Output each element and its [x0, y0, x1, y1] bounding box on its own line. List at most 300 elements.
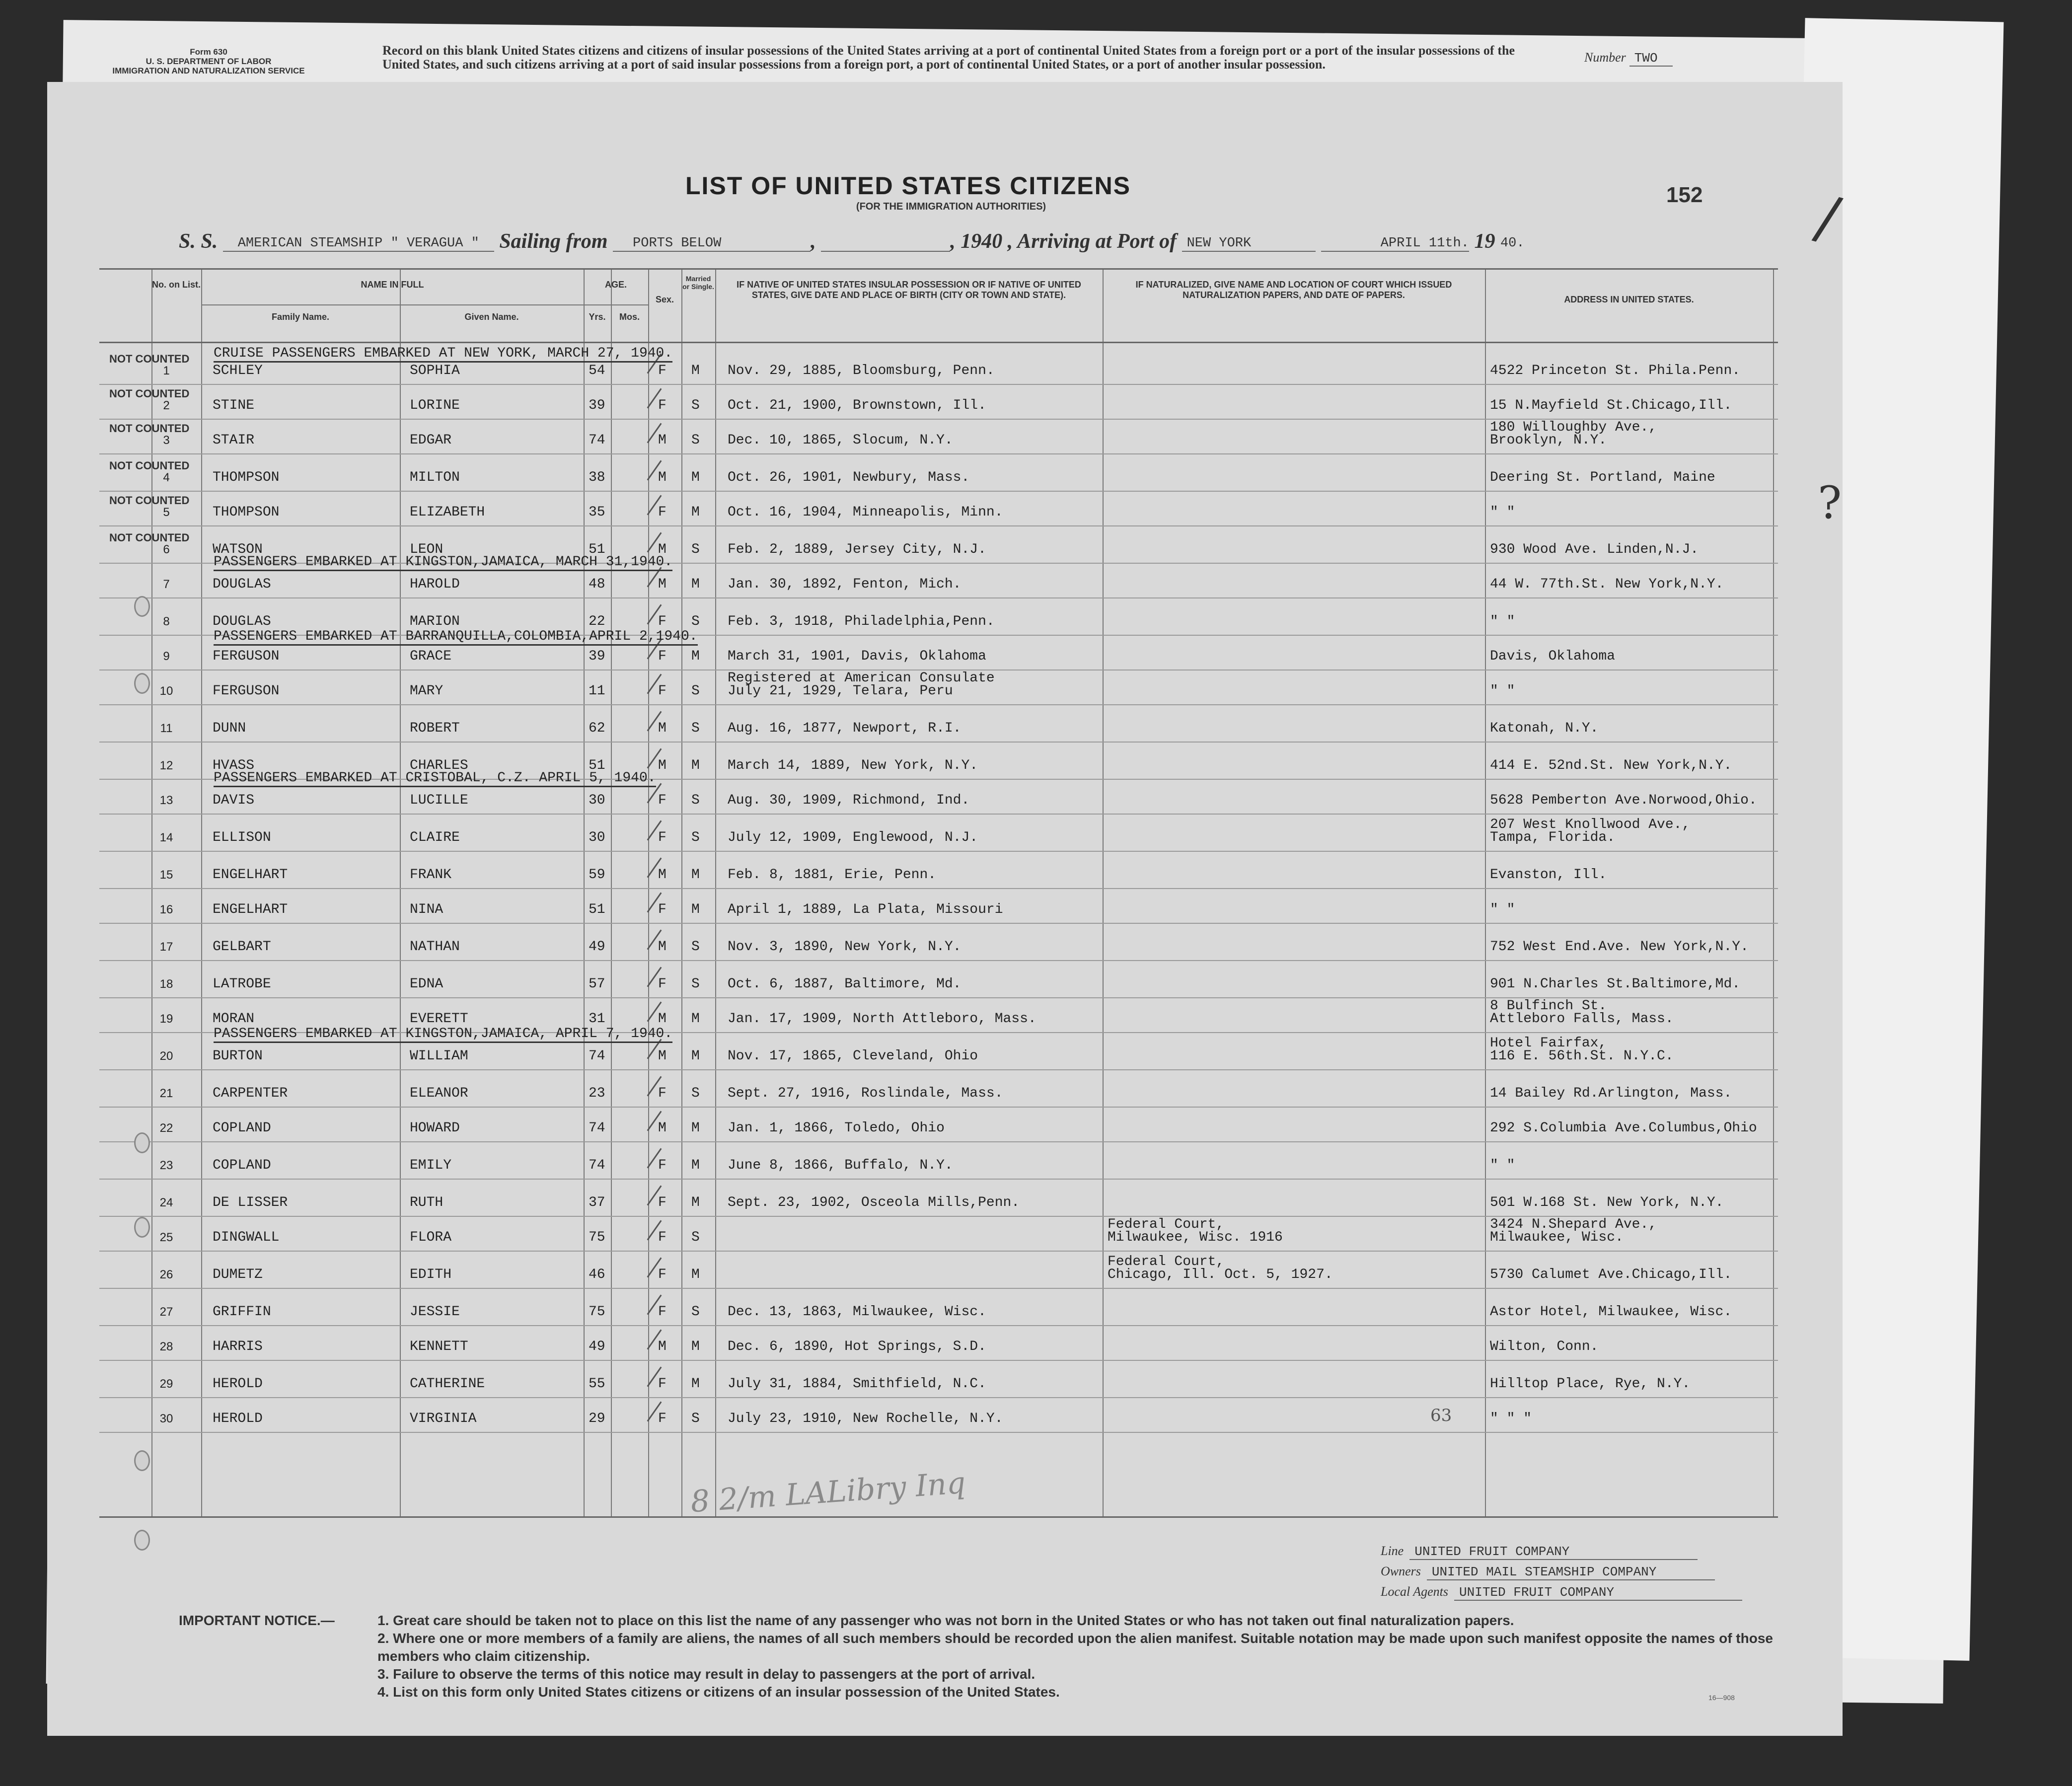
age-years: 55: [589, 1376, 605, 1392]
family-name: DOUGLAS: [213, 577, 271, 592]
family-name: FERGUSON: [213, 683, 280, 699]
family-name: FERGUSON: [213, 649, 280, 664]
line-number: 3: [163, 434, 170, 447]
sex: F: [658, 976, 666, 992]
age-years: 30: [589, 793, 605, 808]
owners-field: [1381, 1564, 1742, 1580]
section-heading: PASSENGERS EMBARKED AT KINGSTON,JAMAICA, APRIL 7, 1940.: [214, 1026, 672, 1043]
address: Hilltop Place, Rye, N.Y.: [1490, 1376, 1691, 1392]
ss-label: S. S.: [179, 230, 218, 253]
address: 5628 Pemberton Ave.Norwood,Ohio.: [1490, 793, 1757, 808]
intro-text: Record on this blank United States citizens and citizens of insular possessions of the United States arriving at a port of continental United States from a foreign port or a port of the insular possessions of the United States, and such citizens arriving at a port of said insular possessions from a foreign port, a port of continental United States, or a port of another insular possession.: [382, 43, 1515, 72]
address: " ": [1490, 614, 1515, 629]
address: Davis, Oklahoma: [1490, 649, 1616, 664]
age-years: 51: [589, 542, 605, 557]
line-number: 5: [163, 506, 170, 519]
birth-info: Jan. 1, 1866, Toledo, Ohio: [728, 1120, 945, 1136]
table-row: [99, 814, 1778, 852]
sex: F: [658, 398, 666, 413]
age-years: 75: [589, 1304, 605, 1320]
family-name: LATROBE: [213, 976, 271, 992]
family-name: GELBART: [213, 939, 271, 955]
page-title: LIST OF UNITED STATES CITIZENS: [685, 172, 1131, 200]
line-number: 23: [159, 1159, 173, 1172]
punch-hole: [134, 1132, 150, 1153]
table-row: [99, 960, 1778, 998]
line-number: 21: [159, 1087, 173, 1100]
family-name: DINGWALL: [213, 1230, 280, 1245]
sex: M: [658, 542, 666, 557]
table-row: [99, 1179, 1778, 1217]
family-name: BURTON: [213, 1048, 263, 1064]
header-no-on-list: No. on List.: [152, 280, 201, 290]
address: " ": [1490, 505, 1515, 520]
address: Milwaukee, Wisc.: [1490, 1230, 1624, 1245]
line-number: 15: [159, 868, 173, 882]
given-name: EDNA: [410, 976, 444, 992]
sex: F: [658, 1267, 666, 1282]
given-name: EDITH: [410, 1267, 452, 1282]
family-name: HARRIS: [213, 1339, 263, 1354]
birth-info: Aug. 16, 1877, Newport, R.I.: [728, 721, 962, 736]
family-name: ENGELHART: [213, 902, 288, 917]
age-years: 39: [589, 398, 605, 413]
marital-status: M: [691, 1376, 700, 1392]
header-sex: Sex.: [655, 295, 674, 304]
line-number: 17: [159, 940, 173, 954]
number-label: Number: [1584, 50, 1626, 65]
family-name: HEROLD: [213, 1411, 263, 1426]
family-name: HEROLD: [213, 1376, 263, 1392]
birth-info: June 8, 1866, Buffalo, N.Y.: [728, 1158, 953, 1173]
marital-status: M: [691, 1339, 700, 1354]
number-value: TWO: [1629, 51, 1673, 67]
given-name: HAROLD: [410, 577, 460, 592]
marital-status: S: [691, 793, 700, 808]
page-subtitle: (FOR THE IMMIGRATION AUTHORITIES): [856, 201, 1046, 212]
given-name: ROBERT: [410, 721, 460, 736]
given-name: EMILY: [410, 1158, 452, 1173]
address: Attleboro Falls, Mass.: [1490, 1011, 1674, 1027]
age-years: 46: [589, 1267, 605, 1282]
age-years: 62: [589, 721, 605, 736]
birth-info: Dec. 10, 1865, Slocum, N.Y.: [728, 433, 953, 448]
arrival-date: APRIL 11th.: [1321, 236, 1469, 252]
notice-item: 4. List on this form only United States citizens or citizens of an insular possession of the United States.: [377, 1684, 1060, 1700]
age-years: 74: [589, 1120, 605, 1136]
table-row: [99, 886, 1778, 924]
birth-info: Sept. 27, 1916, Roslindale, Mass.: [728, 1086, 1003, 1101]
given-name: ELIZABETH: [410, 505, 485, 520]
given-name: MARION: [410, 614, 460, 629]
line-number: 2: [163, 399, 170, 412]
form-number: Form 630: [190, 47, 227, 57]
family-name: DUMETZ: [213, 1267, 263, 1282]
birth-info: Oct. 6, 1887, Baltimore, Md.: [728, 976, 962, 992]
not-counted-stamp: NOT COUNTED: [109, 459, 190, 472]
marital-status: M: [691, 649, 700, 664]
address-line1: 8 Bulfinch St.: [1490, 998, 1607, 1014]
sex: F: [658, 1376, 666, 1392]
section-heading: PASSENGERS EMBARKED AT CRISTOBAL, C.Z. APRIL 5, 1940.: [214, 770, 656, 787]
notice-label: IMPORTANT NOTICE.—: [179, 1613, 335, 1628]
header-birth: IF NATIVE OF UNITED STATES INSULAR POSSESSION OR IF NATIVE OF UNITED STATES, GIVE DATE AND PLACE OF BIRTH (CITY OR TOWN AND STATE).: [737, 280, 1081, 300]
given-name: LEON: [410, 542, 444, 557]
sex: F: [658, 793, 666, 808]
line-number: 8: [163, 615, 170, 628]
marital-status: M: [691, 363, 700, 378]
line-number: 6: [163, 543, 170, 556]
owners-value: UNITED MAIL STEAMSHIP COMPANY: [1427, 1564, 1715, 1580]
address: " ": [1490, 1158, 1515, 1173]
line-number: 27: [159, 1305, 173, 1319]
age-years: 59: [589, 867, 605, 883]
punch-hole: [134, 596, 150, 617]
birth-info: March 31, 1901, Davis, Oklahoma: [728, 649, 986, 664]
given-name: NINA: [410, 902, 444, 917]
family-name: STAIR: [213, 433, 255, 448]
address: Wilton, Conn.: [1490, 1339, 1599, 1354]
punch-hole: [134, 1450, 150, 1471]
table-row: [99, 1069, 1778, 1108]
line-field: [1381, 1544, 1742, 1560]
line-number: 28: [159, 1340, 173, 1353]
margin-tick-mark: /: [1809, 182, 1847, 254]
name-subheader-line: [201, 304, 584, 305]
not-counted-stamp: NOT COUNTED: [109, 353, 190, 365]
address: 752 West End.Ave. New York,N.Y.: [1490, 939, 1749, 955]
given-name: FRANK: [410, 867, 452, 883]
sex: M: [658, 939, 666, 955]
given-name: WILLIAM: [410, 1048, 468, 1064]
address: Katonah, N.Y.: [1490, 721, 1599, 736]
given-name: CHARLES: [410, 758, 468, 773]
address-line1: 180 Willoughby Ave.,: [1490, 420, 1657, 435]
handwritten-63: 63: [1430, 1406, 1452, 1425]
sex: F: [658, 1411, 666, 1426]
marital-status: M: [691, 758, 700, 773]
table-row: [99, 1323, 1778, 1361]
header-divider: [99, 342, 1778, 343]
marital-status: M: [691, 1195, 700, 1210]
naturalization-court: Federal Court,: [1108, 1254, 1225, 1269]
table-row: [99, 667, 1778, 705]
table-row: [99, 381, 1778, 420]
table-row: [99, 416, 1778, 454]
age-years: 23: [589, 1086, 605, 1101]
agents-field: [1381, 1584, 1742, 1601]
form-identifier: [60, 47, 358, 75]
marital-status: M: [691, 1011, 700, 1027]
sex: F: [658, 363, 666, 378]
naturalization-info: Chicago, Ill. Oct. 5, 1927.: [1108, 1267, 1333, 1282]
birth-info: Dec. 13, 1863, Milwaukee, Wisc.: [728, 1304, 986, 1320]
table-row: [99, 488, 1778, 526]
birth-info: Sept. 23, 1902, Osceola Mills,Penn.: [728, 1195, 1020, 1210]
given-name: LUCILLE: [410, 793, 468, 808]
line-number: 26: [159, 1268, 173, 1281]
age-subheader-line: [584, 304, 648, 305]
line-number: 1: [163, 364, 170, 377]
address: " ": [1490, 683, 1515, 699]
marital-status: S: [691, 433, 700, 448]
age-years: 38: [589, 470, 605, 485]
marital-status: S: [691, 1086, 700, 1101]
age-years: 30: [589, 830, 605, 845]
marital-status: S: [691, 614, 700, 629]
naturalization-info: Milwaukee, Wisc. 1916: [1108, 1230, 1283, 1245]
given-name: KENNETT: [410, 1339, 468, 1354]
line-number: 14: [159, 831, 173, 844]
age-years: 51: [589, 902, 605, 917]
given-name: EVERETT: [410, 1011, 468, 1027]
age-years: 11: [589, 683, 605, 699]
marital-status: S: [691, 1304, 700, 1320]
age-years: 39: [589, 649, 605, 664]
notice-item: 2. Where one or more members of a family are aliens, the names of all such members should be recorded upon the alien manifest. Suitable notation may be made upon such manifest opposite the names of those members who claim citizenship.: [377, 1631, 1773, 1664]
header-given-name: Given Name.: [464, 312, 519, 322]
age-years: 35: [589, 505, 605, 520]
year-value: 40: [981, 230, 1003, 253]
age-years: 22: [589, 614, 605, 629]
line-number: 11: [160, 722, 173, 735]
address: 901 N.Charles St.Baltimore,Md.: [1490, 976, 1741, 992]
address: 4522 Princeton St. Phila.Penn.: [1490, 363, 1741, 378]
age-years: 54: [589, 363, 605, 378]
address: 15 N.Mayfield St.Chicago,Ill.: [1490, 398, 1732, 413]
family-name: COPLAND: [213, 1158, 271, 1173]
birth-info: Feb. 2, 1889, Jersey City, N.J.: [728, 542, 986, 557]
notice-items: [377, 1612, 1793, 1701]
punch-hole: [134, 673, 150, 694]
handwritten-note: 8 2/m LALibry Inq: [689, 1465, 967, 1520]
table-row: [99, 851, 1778, 889]
page-number: 152: [1666, 183, 1703, 207]
address: 501 W.168 St. New York, N.Y.: [1490, 1195, 1724, 1210]
family-name: HVASS: [213, 758, 255, 773]
family-name: ENGELHART: [213, 867, 288, 883]
age-years: 48: [589, 577, 605, 592]
passenger-table: [99, 268, 1778, 1518]
line-number: 10: [159, 684, 173, 698]
not-counted-stamp: NOT COUNTED: [109, 387, 190, 400]
print-code: 16—908: [1708, 1694, 1735, 1702]
given-name: FLORA: [410, 1230, 452, 1245]
department-name: U. S. DEPARTMENT OF LABOR: [146, 57, 272, 66]
birth-info: Nov. 3, 1890, New York, N.Y.: [728, 939, 962, 955]
address: Brooklyn, N.Y.: [1490, 433, 1607, 448]
table-row: [99, 704, 1778, 743]
age-years: 74: [589, 433, 605, 448]
marital-status: M: [691, 505, 700, 520]
given-name: NATHAN: [410, 939, 460, 955]
ship-name: AMERICAN STEAMSHIP " VERAGUA ": [223, 236, 494, 252]
sex: M: [658, 758, 666, 773]
section-heading: PASSENGERS EMBARKED AT KINGSTON,JAMAICA, MARCH 31,1940.: [214, 554, 672, 571]
given-name: GRACE: [410, 649, 452, 664]
address-line1: 3424 N.Shepard Ave.,: [1490, 1217, 1657, 1232]
line-number: 22: [159, 1121, 173, 1135]
marital-status: S: [691, 830, 700, 845]
address: Evanston, Ill.: [1490, 867, 1607, 883]
service-name: IMMIGRATION AND NATURALIZATION SERVICE: [112, 66, 305, 75]
family-name: THOMPSON: [213, 505, 280, 520]
header-married-single: Married or Single.: [682, 275, 714, 291]
not-counted-stamp: NOT COUNTED: [109, 531, 190, 544]
birth-info: Aug. 30, 1909, Richmond, Ind.: [728, 793, 970, 808]
line-number: 4: [163, 471, 170, 484]
given-name: MILTON: [410, 470, 460, 485]
line-number: 16: [159, 903, 173, 916]
given-name: SOPHIA: [410, 363, 460, 378]
birth-info: Feb. 8, 1881, Erie, Penn.: [728, 867, 937, 883]
address: 5730 Calumet Ave.Chicago,Ill.: [1490, 1267, 1732, 1282]
table-row: [99, 1360, 1778, 1398]
age-years: 31: [589, 1011, 605, 1027]
line-number: 9: [163, 650, 170, 663]
sex: F: [658, 1086, 666, 1101]
header-name-in-full: NAME IN FULL: [361, 280, 424, 290]
sex: F: [658, 1230, 666, 1245]
marital-status: S: [691, 1230, 700, 1245]
age-years: 75: [589, 1230, 605, 1245]
table-row: [99, 453, 1778, 492]
sailing-date-blank: [821, 236, 950, 252]
marital-status: S: [691, 939, 700, 955]
family-name: DAVIS: [213, 793, 255, 808]
marital-status: S: [691, 1411, 700, 1426]
sex: M: [658, 1011, 666, 1027]
line-number: 30: [159, 1412, 173, 1425]
address: Astor Hotel, Milwaukee, Wisc.: [1490, 1304, 1732, 1320]
sex: M: [658, 1120, 666, 1136]
line-number: 19: [159, 1012, 173, 1026]
table-row: [99, 1395, 1778, 1433]
family-name: MORAN: [213, 1011, 255, 1027]
address: 414 E. 52nd.St. New York,N.Y.: [1490, 758, 1732, 773]
given-name: MARY: [410, 683, 444, 699]
table-row: [99, 1251, 1778, 1289]
marital-status: M: [691, 577, 700, 592]
sailing-from: PORTS BELOW: [613, 236, 811, 252]
age-years: 57: [589, 976, 605, 992]
marital-status: M: [691, 1158, 700, 1173]
birth-info: Dec. 6, 1890, Hot Springs, S.D.: [728, 1339, 986, 1354]
header-family-name: Family Name.: [271, 312, 330, 322]
age-years: 74: [589, 1048, 605, 1064]
sex: F: [658, 614, 666, 629]
sex: F: [658, 902, 666, 917]
notice-item: 3. Failure to observe the terms of this notice may result in delay to passengers at the port of arrival.: [377, 1666, 1036, 1682]
given-name: RUTH: [410, 1195, 444, 1210]
line-value: UNITED FRUIT COMPANY: [1409, 1544, 1698, 1560]
address-line1: Hotel Fairfax,: [1490, 1036, 1607, 1051]
family-name: STINE: [213, 398, 255, 413]
marital-status: S: [691, 398, 700, 413]
address: 292 S.Columbia Ave.Columbus,Ohio: [1490, 1120, 1757, 1136]
sex: F: [658, 830, 666, 845]
list-number: [1584, 50, 1673, 66]
birth-info: July 31, 1884, Smithfield, N.C.: [728, 1376, 986, 1392]
family-name: GRIFFIN: [213, 1304, 271, 1320]
agents-label: Local Agents: [1381, 1584, 1449, 1599]
sex: M: [658, 470, 666, 485]
line-number: 24: [159, 1196, 173, 1209]
header-yrs: Yrs.: [589, 312, 606, 322]
table-row: [99, 1213, 1778, 1252]
birth-info: Oct. 26, 1901, Newbury, Mass.: [728, 470, 970, 485]
header-age: AGE.: [604, 280, 627, 290]
sex: M: [658, 577, 666, 592]
address: 14 Bailey Rd.Arlington, Mass.: [1490, 1086, 1732, 1101]
family-name: THOMPSON: [213, 470, 280, 485]
arrival-year-label: 19: [1474, 230, 1495, 253]
birth-info: Feb. 3, 1918, Philadelphia,Penn.: [728, 614, 995, 629]
table-row: [99, 1104, 1778, 1142]
given-name: CATHERINE: [410, 1376, 485, 1392]
marital-status: S: [691, 976, 700, 992]
table-row: [99, 1141, 1778, 1180]
sex: M: [658, 721, 666, 736]
marital-status: M: [691, 902, 700, 917]
sex: F: [658, 1195, 666, 1210]
shipping-line-info: [1381, 1544, 1742, 1605]
birth-info: Jan. 30, 1892, Fenton, Mich.: [728, 577, 962, 592]
birth-info: Oct. 21, 1900, Brownstown, Ill.: [728, 398, 986, 413]
sailing-label: Sailing from: [499, 230, 608, 253]
birth-note: Registered at American Consulate: [728, 670, 995, 686]
punch-hole: [134, 1217, 150, 1238]
line-number: 25: [159, 1231, 173, 1244]
line-number: 29: [159, 1377, 173, 1391]
line-number: 7: [163, 578, 170, 591]
age-years: 49: [589, 1339, 605, 1354]
given-name: HOWARD: [410, 1120, 460, 1136]
section-heading: CRUISE PASSENGERS EMBARKED AT NEW YORK, MARCH 27, 1940.: [214, 346, 672, 363]
address-line1: 207 West Knollwood Ave.,: [1490, 817, 1691, 832]
line-label: Line: [1381, 1544, 1404, 1558]
marital-status: S: [691, 721, 700, 736]
given-name: EDGAR: [410, 433, 452, 448]
marital-status: M: [691, 1048, 700, 1064]
given-name: CLAIRE: [410, 830, 460, 845]
sex: F: [658, 649, 666, 664]
address: 930 Wood Ave. Linden,N.J.: [1490, 542, 1699, 557]
birth-info: April 1, 1889, La Plata, Missouri: [728, 902, 1003, 917]
age-years: 49: [589, 939, 605, 955]
birth-info: March 14, 1889, New York, N.Y.: [728, 758, 978, 773]
line-number: 12: [159, 759, 173, 772]
marital-status: M: [691, 470, 700, 485]
age-years: 29: [589, 1411, 605, 1426]
year-label: 19: [961, 230, 982, 253]
age-years: 51: [589, 758, 605, 773]
sex: F: [658, 1158, 666, 1173]
birth-info: July 21, 1929, Telara, Peru: [728, 683, 953, 699]
sex: F: [658, 683, 666, 699]
family-name: DUNN: [213, 721, 246, 736]
given-name: VIRGINIA: [410, 1411, 477, 1426]
marital-status: M: [691, 867, 700, 883]
age-years: 37: [589, 1195, 605, 1210]
family-name: COPLAND: [213, 1120, 271, 1136]
marital-status: M: [691, 1267, 700, 1282]
line-number: 20: [159, 1049, 173, 1063]
not-counted-stamp: NOT COUNTED: [109, 422, 190, 435]
arriving-label: , Arriving at Port of: [1007, 230, 1177, 253]
header-naturalized: IF NATURALIZED, GIVE NAME AND LOCATION OF COURT WHICH ISSUED NATURALIZATION PAPERS, AND DATE OF PAPERS.: [1135, 280, 1452, 300]
address: " ": [1490, 902, 1515, 917]
